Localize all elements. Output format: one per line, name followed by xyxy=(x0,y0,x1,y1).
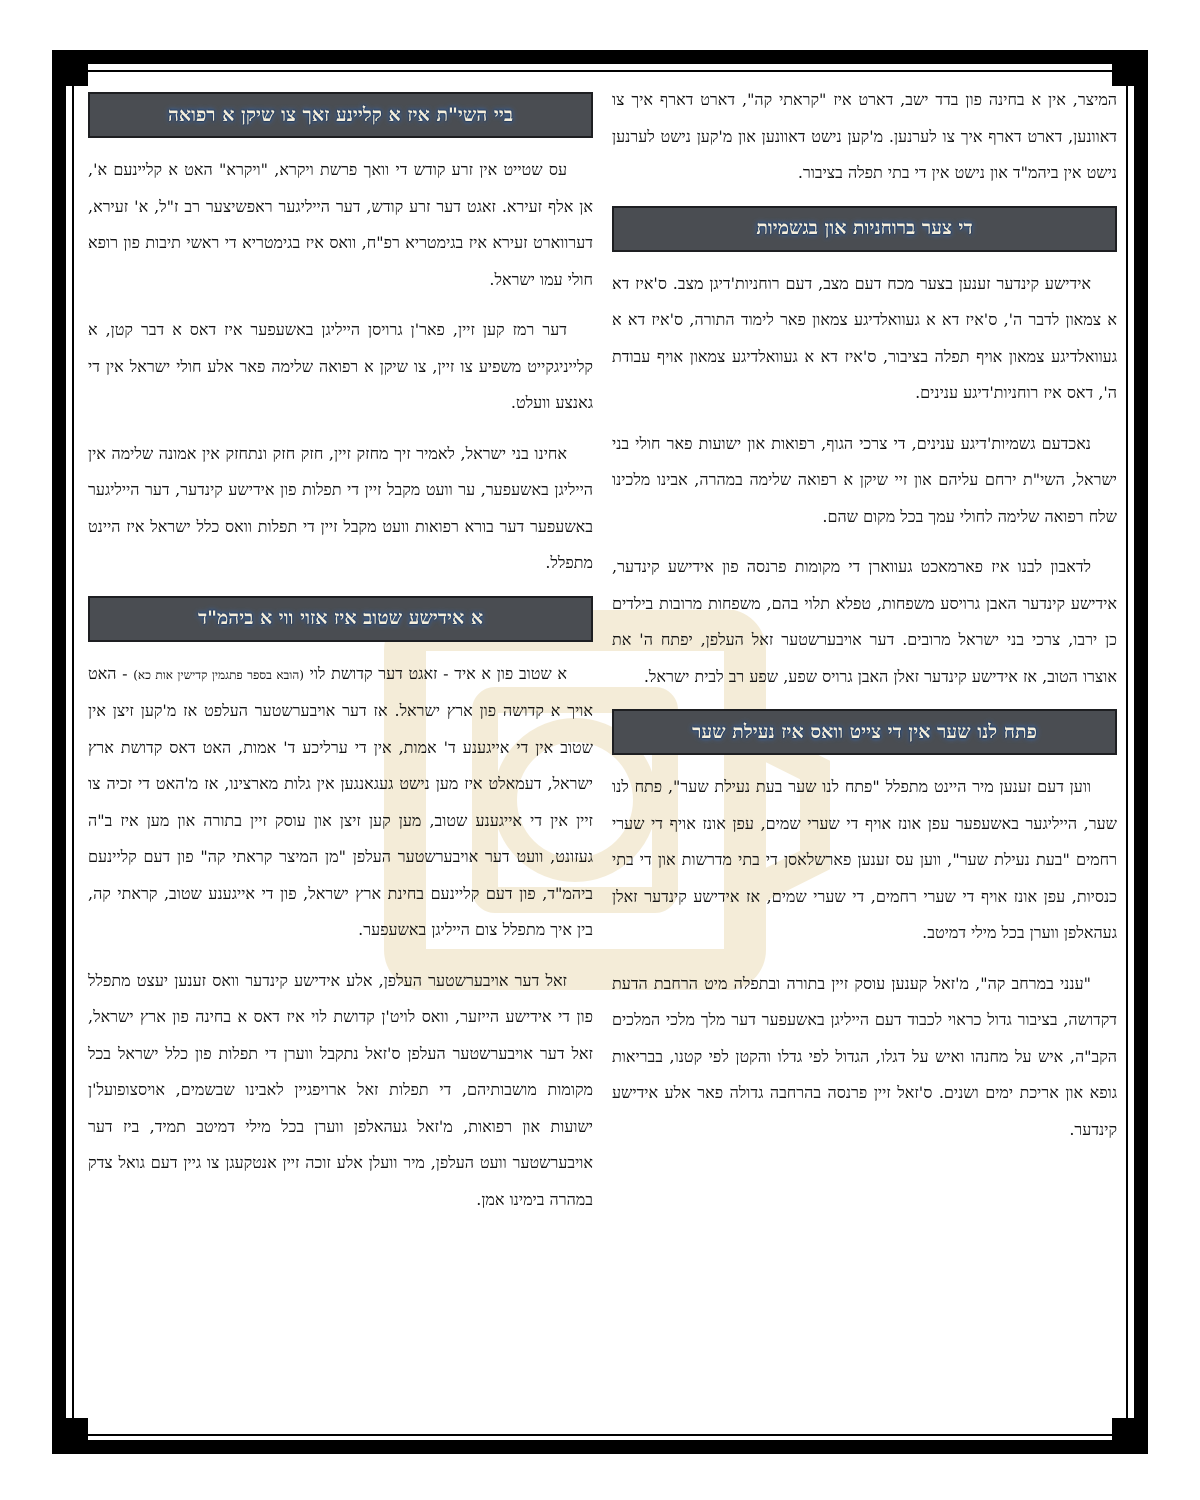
paragraph: אחינו בני ישראל, לאמיר זיך מחזק זיין, חזק חזק ונתחזק אין אמונה שלימה אין הייליגן באשעפער, ער וועט מקבל זיין די תפלות פון אידישע קינדער, דער הייליגער באשעפער דער בורא רפואות וועט מקבל זיין די תפלות וואס כלל ישראל איז היינט מתפלל. xyxy=(88,443,593,572)
paragraph-start: א שטוב פון א איד - זאגט דער קדושת לוי xyxy=(303,663,568,683)
intro-paragraph: המיצר, אין א בחינה פון בדד ישב, דארט איז "קראתי קה", דארט דארף איך צו דאוונען, דארט דארף איך צו לערנען. מ'קען נישט דאוונען און מ'קען נישט לערנען נישט אין ביהמ"ד און נישט אין די בתי תפלה בציבור. xyxy=(612,90,1117,182)
right-column xyxy=(612,82,1117,1162)
section-heading-refuah: ביי השי"ת איז א קליינע זאך צו שיקן א רפואה xyxy=(88,92,593,138)
left-column xyxy=(88,82,593,1232)
source-citation: (הובא בספר פתגמין קדישין אות כא) xyxy=(133,667,304,682)
paragraph-end: - האט אויך א קדושה פון ארץ ישראל. אז דער אויבערשטער העלפט אז מ'קען זיצן אין שטוב אין די אייגענע ד' אמות, אין די ערליכע ד' אמות, האט דאס קדושת ארץ ישראל, דעמאלט איז מען נישט געגאנגען אין גלות מארצינו, אז מ'האט די זכיה צו זיין אין די אייגענע שטוב, מען קען זיצן און עוסק זיין בתורה און מען איז ב"ה געזונט, וועט דער אויבערשטער העלפן "מן המיצר קראתי קה" פון דעם קליינעם ביהמ"ד, פון דעם קליינעם בחינת ארץ ישראל, פון די אייגענע שטוב, קראתי קה, בין איך מתפלל צום הייליגן באשעפער. xyxy=(88,663,594,939)
section-heading-psach-lanu: פתח לנו שער אין די צייט וואס איז נעילת שער xyxy=(612,709,1117,755)
section-heading-yiddishe-shtub: א אידישע שטוב איז אזוי ווי א ביהמ"ד xyxy=(88,596,593,642)
paragraph: "ענני במרחב קה", מ'זאל קענען עוסק זיין בתורה ובתפלה מיט הרחבת הדעת דקדושה, בציבור גדול כראוי לכבוד דעם הייליגן באשעפער דער מלך מלכי המלכים הקב"ה, איש על מחנהו ואיש על דגלו, הגדול לפי גדלו והקטן לפי קטנו, בבריאות גופא און אריכת ימים ושנים. ס'זאל זיין פרנסה בהרחבה גדולה פאר אלע אידישע קינדער. xyxy=(612,973,1117,1139)
paragraph: עס שטייט אין זרע קודש די וואך פרשת ויקרא, "ויקרא" האט א קליינעם א', אן אלף זעירא. זאגט דער זרע קודש, דער הייליגער ראפשיצער רב ז"ל, א' זעירא, דערווארט זעירא איז בגימטריא רפ"ח, וואס איז בגימטריא די ראשי תיבות פון רופא חולי עמו ישראל. xyxy=(88,160,593,289)
section-heading-tzaar: די צער ברוחניות און בגשמיות xyxy=(612,206,1117,252)
paragraph: נאכדעם גשמיות'דיגע ענינים, די צרכי הגוף, רפואות און ישועות פאר חולי בני ישראל, השי"ת ירחם עליהם און זיי שיקן א רפואה שלימה במהרה, אבינו מלכינו שלח רפואה שלימה לחולי עמך בכל מקום שהם. xyxy=(612,433,1117,526)
paragraph: אידישע קינדער זענען בצער מכח דעם מצב, דעם רוחניות'דיגן מצב. ס'איז דא א צמאון לדבר ה', ס'איז דא א געוואלדיגע צמאון פאר לימוד התורה, ס'איז דא א געוואלדיגע צמאון אויף תפלה בציבור, ס'איז דא א געוואלדיגע צמאון אויף עבודת ה', דאס איז רוחניות'דיגע ענינים. xyxy=(612,273,1117,402)
paragraph: זאל דער אויבערשטער העלפן, אלע אידישע קינדער וואס זענען יעצט מתפלל פון די אידישע הייזער, וואס לויט'ן קדושת לוי איז דאס א בחינה פון ארץ ישראל, זאל דער אויבערשטער העלפן ס'זאל נתקבל ווערן די תפלות פון כלל ישראל בכל מקומות מושבותיהם, די תפלות זאל ארויפגיין לאבינו שבשמים, אויסצופועל'ן ישועות און רפואות, מ'זאל געהאלפן ווערן בכל מילי דמיטב תמיד, ביז דער אויבערשטער וועט העלפן, מיר וועלן אלע זוכה זיין אנטקעגן צו גיין דעם גואל צדק במהרה בימינו אמן. xyxy=(88,970,593,1209)
paragraph: לדאבון לבנו איז פארמאכט געווארן די מקומות פרנסה פון אידישע קינדער, אידישע קינדער האבן גרויסע משפחות, טפלא תלוי בהם, משפחות מרובות בילדים כן ירבו, צרכי בני ישראל מרובים. דער אויבערשטער זאל העלפן, יפתח ה' את אוצרו הטוב, אז אידישע קינדער זאלן האבן גרויס שפע, שפע רב לבית ישראל. xyxy=(612,557,1117,686)
paragraph xyxy=(88,656,593,949)
paragraph: דער רמז קען זיין, פאר'ן גרויסן הייליגן באשעפער איז דאס א דבר קטן, א קלייניגקייט משפיע צו זיין, צו שיקן א רפואה שלימה פאר אלע חולי ישראל אין די גאנצע וועלט. xyxy=(88,320,593,412)
paragraph: ווען דעם זענען מיר היינט מתפלל "פתח לנו שער בעת נעילת שער", פתח לנו שער, הייליגער באשעפער עפן אונז אויף די שערי שמים, עפן אונז אויף די שערי רחמים "בעת נעילת שער", ווען עס זענען פארשלאסן די בתי מדרשות און די בתי כנסיות, עפן אונז אויף די שערי רחמים, די שערי שמים, אז אידישע קינדער זאלן געהאלפן ווערן בכל מילי דמיטב. xyxy=(612,777,1117,942)
